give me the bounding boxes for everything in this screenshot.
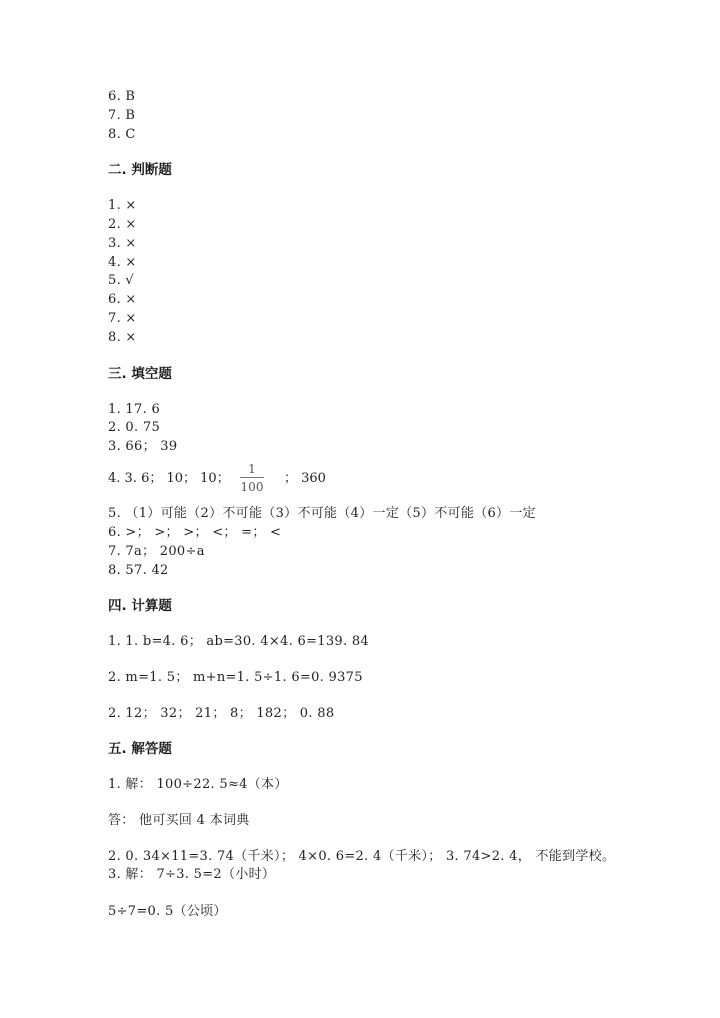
answer-line: 1. 1. b=4. 6； ab=30. 4×4. 6=139. 84 — [108, 634, 369, 649]
answer-line: 7. 7a； 200÷a — [108, 544, 205, 559]
answer-suffix: ； 360 — [284, 471, 326, 486]
answer-line: 8. C — [108, 127, 136, 142]
answer-line: 7. B — [108, 108, 136, 123]
fraction-bar — [240, 477, 264, 478]
answer-line: 5÷7=0. 5（公顷） — [108, 904, 227, 919]
answer-line: 答： 他可买回 4 本词典 — [108, 813, 250, 828]
section-heading-calculation: 四. 计算题 — [108, 598, 172, 614]
answer-line: 5. √ — [108, 273, 135, 288]
fraction-denominator: 100 — [240, 480, 264, 494]
answer-line: 2. m=1. 5； m+n=1. 5÷1. 6=0. 9375 — [108, 670, 363, 685]
answer-line: 3. 66； 39 — [108, 439, 178, 454]
answer-line: 2. × — [108, 217, 137, 232]
answer-line: 8. 57. 42 — [108, 563, 169, 578]
answer-line: 3. 解： 7÷3. 5=2（小时） — [108, 867, 276, 882]
answer-line: 3. × — [108, 236, 137, 251]
answer-line: 6. × — [108, 292, 137, 307]
answer-line: 1. 解： 100÷22. 5≈4（本） — [108, 777, 288, 792]
answer-prefix: 4. 3. 6； 10； 10； — [108, 471, 230, 486]
answer-line: 1. × — [108, 198, 137, 213]
answer-line: 1. 17. 6 — [108, 402, 161, 417]
answer-line: 8. × — [108, 330, 137, 345]
answer-line: 6. >； >； >； <； =； < — [108, 525, 282, 540]
fraction-numerator: 1 — [248, 462, 256, 476]
answer-line: 7. × — [108, 311, 137, 326]
section-heading-solutions: 五. 解答题 — [108, 741, 172, 757]
answer-line: 4. × — [108, 255, 137, 270]
answer-line: 2. 0. 34×11=3. 74（千米）； 4×0. 6=2. 4（千米）； 3. 74>2. 4， 不能到学校。 — [108, 849, 616, 864]
fraction — [240, 462, 264, 494]
answer-line: 6. B — [108, 89, 136, 104]
answer-line: 5. （1）可能（2）不可能（3）不可能（4）一定（5）不可能（6）一定 — [108, 506, 536, 521]
section-heading-fill-in: 三. 填空题 — [108, 366, 172, 382]
answer-line: 2. 12； 32； 21； 8； 182； 0. 88 — [108, 706, 335, 721]
answer-line: 2. 0. 75 — [108, 420, 161, 435]
section-heading-judgment: 二. 判断题 — [108, 162, 172, 178]
